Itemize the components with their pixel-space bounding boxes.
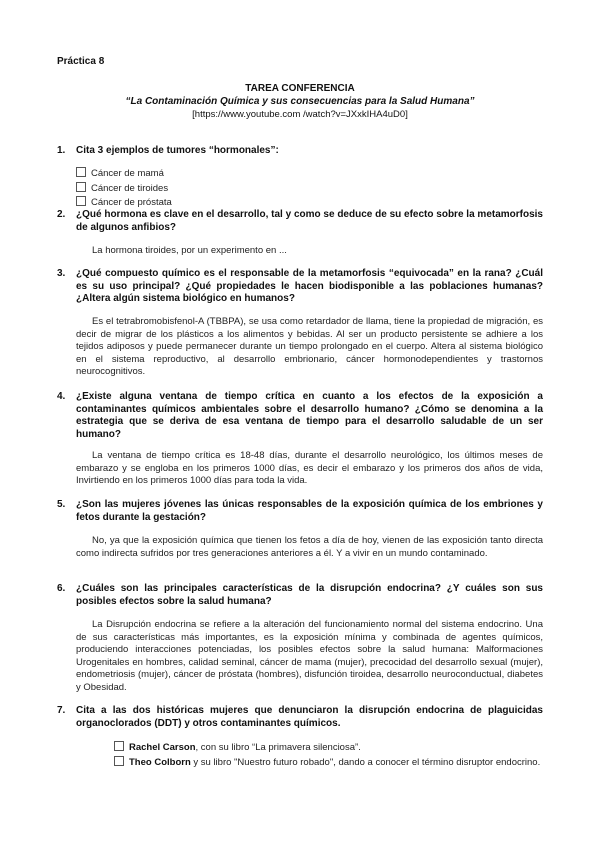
answer-3: Es el tetrabromobisfenol-A (TBBPA), se usa como retardador de llama, tiene la propiedad de migración, es decir de migrar de los plásticos a los alimentos y bebidas. Al ser un producto persistente se adhiere a los tejidos adiposos y puede permanecer durante un tiempo prolongado en el cuerpo. Altera al sistema biológico en el sistema reproductivo, al desarrollo embrionario, cáncer hormonodependientes y trastornos neurocognitivos. <box>76 316 543 377</box>
document-title: TAREA CONFERENCIA <box>245 83 355 94</box>
question-7: 7. Cita a las dos históricas mujeres que denunciaron la disrupción endocrina de plaguicidas organoclorados (DDT) y otros contaminantes químicos. <box>57 705 543 729</box>
question-6: 6. ¿Cuáles son las principales características de la disrupción endocrina? ¿Y cuáles son sus posibles efectos sobre la salud humana? <box>57 583 543 607</box>
document-subtitle: “La Contaminación Química y sus consecuencias para la Salud Humana” <box>125 96 475 107</box>
question-3: 3. ¿Qué compuesto químico es el responsable de la metamorfosis “equivocada” en la rana? ¿Cuál es su uso principal? ¿Qué propiedades le hacen biodisponible a las poblaciones humanas? ¿Altera algún sistema biológico en humanos? <box>57 268 543 304</box>
answer-2: La hormona tiroides, por un experimento en ... <box>92 245 287 256</box>
question-2: 2. ¿Qué hormona es clave en el desarrollo, tal y como se deduce de su efecto sobre la metamorfosis de algunos anfibios? <box>57 209 543 233</box>
option-cancer-tiroides[interactable]: Cáncer de tiroides <box>76 182 168 195</box>
answer-5: No, ya que la exposición química que tienen los fetos a día de hoy, vienen de las exposición tanto directa como indirecta sufridos por tres generaciones anteriores a él. Y a vivir en un mundo contaminado. <box>76 535 543 559</box>
answer-4: La ventana de tiempo crítica es 18-48 días, durante el desarrollo neurológico, los últimos meses de embarazo y se engloba en los primeros 1000 días, es decir el embarazo y los primeros dos años de vida, Invirtiendo en los primeros 1000 días para toda la vida. <box>76 450 543 486</box>
question-4: 4. ¿Existe alguna ventana de tiempo crítica en cuanto a los efectos de la exposición a contaminantes químicos ambientales sobre el desarrollo humano? ¿Cómo se denomina a la estrategia que se deriva de esa ventana de tiempo para el desarrollo saludable de un ser humano? <box>57 391 543 440</box>
video-url: [https://www.youtube.com /watch?v=JXxkIHA4uD0] <box>192 109 408 120</box>
practice-label: Práctica 8 <box>57 56 105 67</box>
answer-6: La Disrupción endocrina se refiere a la alteración del funcionamiento normal del sistema endocrino. Una de sus características más importantes, es la exposición mínima y combinada de agentes químicos, produciendo interacciones potenciadas, los posibles efectos sobre la salud humana: Malformaciones Urogenitales en hombres, calidad seminal, cáncer de mama (mujer), precocidad del desarrollo sexual (mujer), endometriosis (mujer), cáncer de próstata (hombres), disfunción tiroidea, desarrollo neuroconductual, diabetes y Obesidad. <box>76 619 543 693</box>
option-cancer-mama[interactable]: Cáncer de mamá <box>76 167 164 180</box>
option-cancer-prostata[interactable]: Cáncer de próstata <box>76 196 172 209</box>
checkbox-icon[interactable] <box>76 167 86 177</box>
checkbox-icon[interactable] <box>114 756 124 766</box>
checkbox-icon[interactable] <box>76 182 86 192</box>
checkbox-icon[interactable] <box>114 741 124 751</box>
person-theo-colborn[interactable]: Theo Colborn y su libro "Nuestro futuro robado", dando a conocer el término disruptor endocrino. <box>114 756 543 769</box>
person-rachel-carson[interactable]: Rachel Carson, con su libro “La primavera silenciosa”. <box>114 741 543 754</box>
checkbox-icon[interactable] <box>76 196 86 206</box>
question-1: 1. Cita 3 ejemplos de tumores “hormonales”: <box>57 145 279 156</box>
question-5: 5. ¿Son las mujeres jóvenes las únicas responsables de la exposición química de los embriones y fetos durante la gestación? <box>57 499 543 523</box>
